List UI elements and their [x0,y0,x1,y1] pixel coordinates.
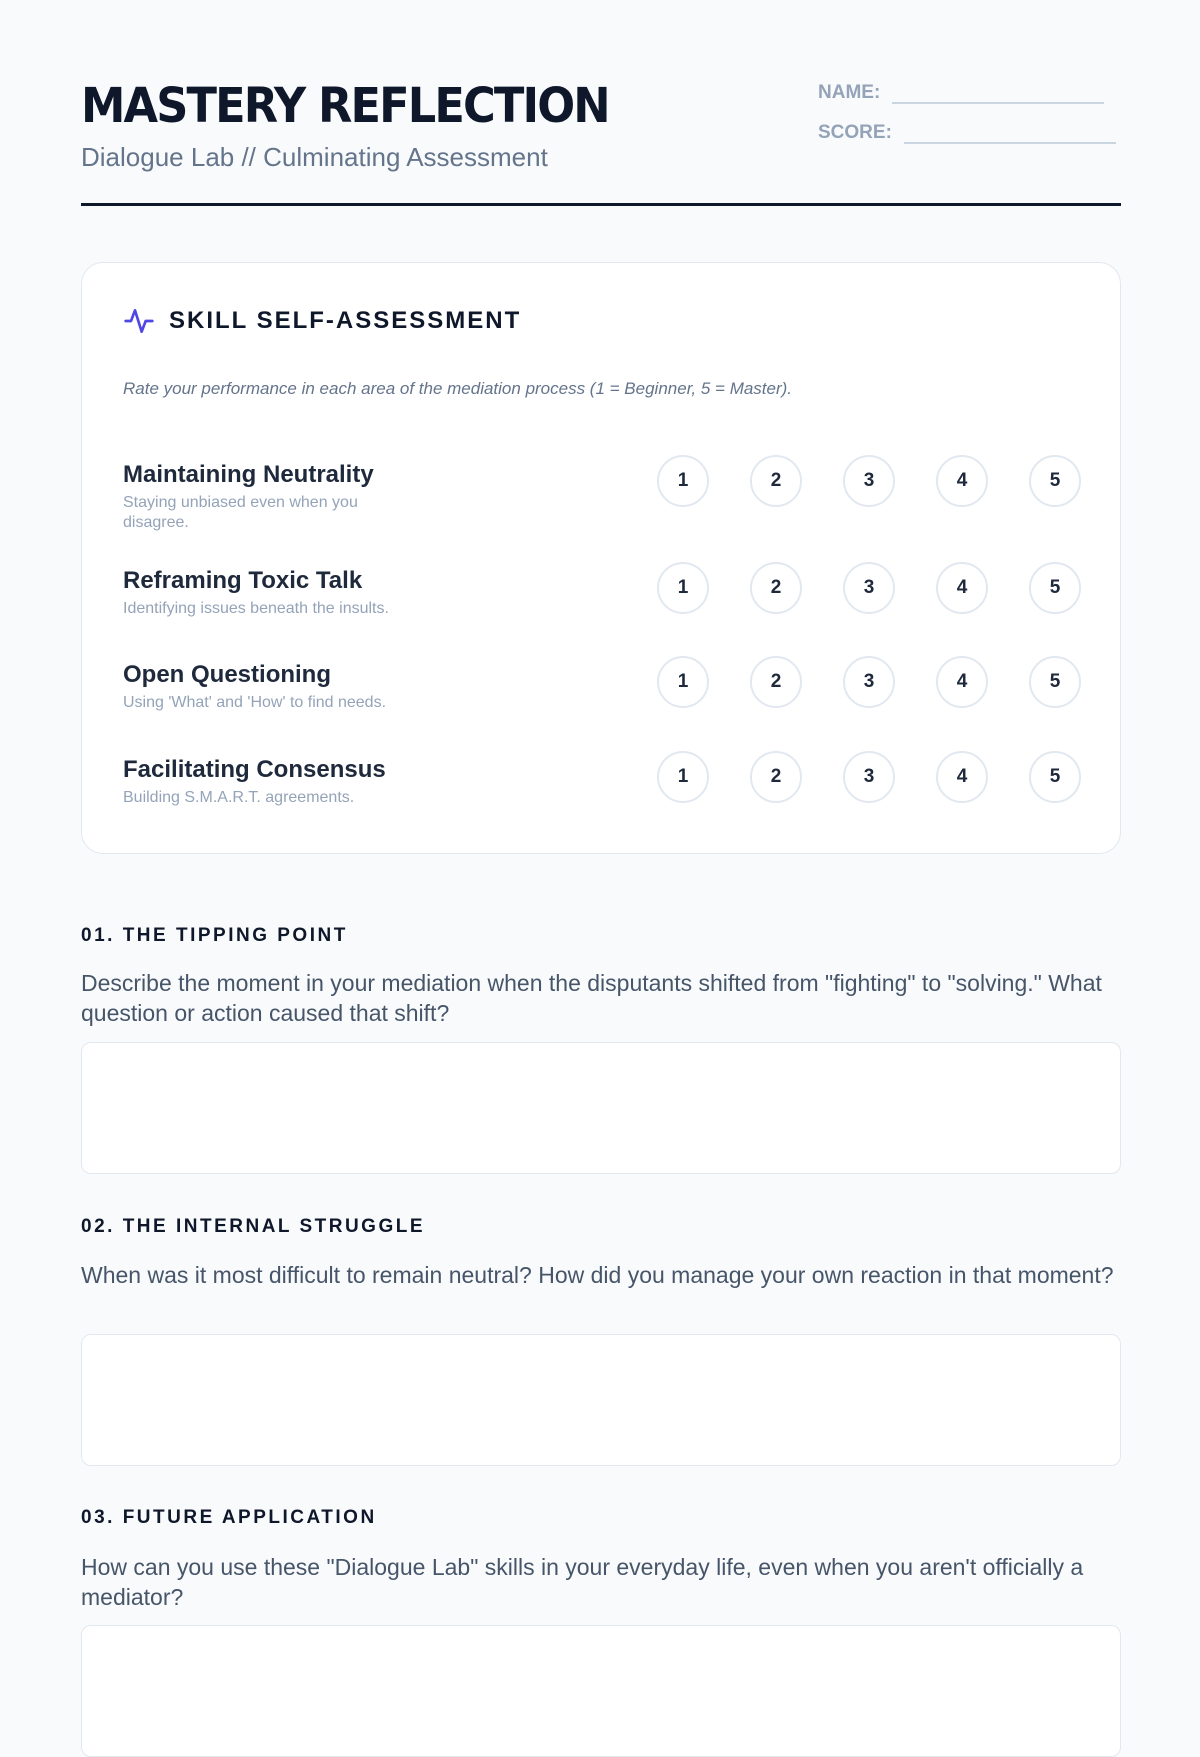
rating-option-2[interactable]: 2 [750,751,802,803]
page-title: MASTERY REFLECTION [81,78,609,134]
rating-option-1[interactable]: 1 [657,751,709,803]
skill-row [123,567,1081,619]
rating-scale [657,656,1081,708]
score-input-line[interactable] [904,124,1116,144]
answer-box[interactable] [81,1042,1121,1174]
skill-name: Maintaining Neutrality [123,461,374,488]
skill-description: Using 'What' and 'How' to find needs. [123,694,387,711]
rating-option-1[interactable]: 1 [657,455,709,507]
skill-name: Reframing Toxic Talk [123,567,363,594]
question-text: How can you use these "Dialogue Lab" skills in your everyday life, even when you aren't officially a mediator? [81,1554,1084,1610]
rating-option-1[interactable]: 1 [657,562,709,614]
rating-option-5[interactable]: 5 [1029,455,1081,507]
rating-scale [657,455,1081,507]
rating-option-4[interactable]: 4 [936,455,988,507]
rating-option-4[interactable]: 4 [936,562,988,614]
skill-row [123,661,1081,713]
skill-assessment-card [81,262,1121,854]
rating-option-2[interactable]: 2 [750,455,802,507]
rating-option-4[interactable]: 4 [936,751,988,803]
rating-option-1[interactable]: 1 [657,656,709,708]
score-field[interactable] [818,122,1116,144]
name-field[interactable] [818,82,1104,104]
rating-option-3[interactable]: 3 [843,656,895,708]
skill-description: Identifying issues beneath the insults. [123,600,389,617]
rating-scale [657,751,1081,803]
answer-box[interactable] [81,1625,1121,1757]
skill-row [123,461,1081,533]
answer-box[interactable] [81,1334,1121,1466]
skill-row [123,756,1081,808]
rating-option-3[interactable]: 3 [843,562,895,614]
rating-option-2[interactable]: 2 [750,656,802,708]
name-input-line[interactable] [892,84,1104,104]
card-header [123,305,521,337]
name-label: NAME: [818,82,881,103]
score-label: SCORE: [818,122,892,143]
rating-option-2[interactable]: 2 [750,562,802,614]
question-text: Describe the moment in your mediation when the disputants shifted from "fighting" to "solving." What question or action caused that shift? [81,970,1102,1026]
rating-option-3[interactable]: 3 [843,751,895,803]
rating-option-3[interactable]: 3 [843,455,895,507]
skill-name: Facilitating Consensus [123,756,386,783]
page-subtitle: Dialogue Lab // Culminating Assessment [81,142,548,172]
rating-option-4[interactable]: 4 [936,656,988,708]
rating-option-5[interactable]: 5 [1029,562,1081,614]
rating-option-5[interactable]: 5 [1029,751,1081,803]
skill-name: Open Questioning [123,661,331,688]
header-divider [81,203,1121,206]
rating-option-5[interactable]: 5 [1029,656,1081,708]
card-title: SKILL SELF-ASSESSMENT [169,307,522,334]
instructions: Rate your performance in each area of the mediation process (1 = Beginner, 5 = Master). [123,379,793,398]
skill-description: Building S.M.A.R.T. agreements. [123,789,355,806]
question-heading: 01. THE TIPPING POINT [81,925,348,946]
question-text: When was it most difficult to remain neutral? How did you manage your own reaction in that moment? [81,1262,1114,1288]
rating-scale [657,562,1081,614]
skill-description: Staying unbiased even when you disagree. [123,494,358,531]
question-heading: 02. THE INTERNAL STRUGGLE [81,1216,426,1237]
question-heading: 03. FUTURE APPLICATION [81,1507,377,1528]
activity-icon [123,305,155,337]
